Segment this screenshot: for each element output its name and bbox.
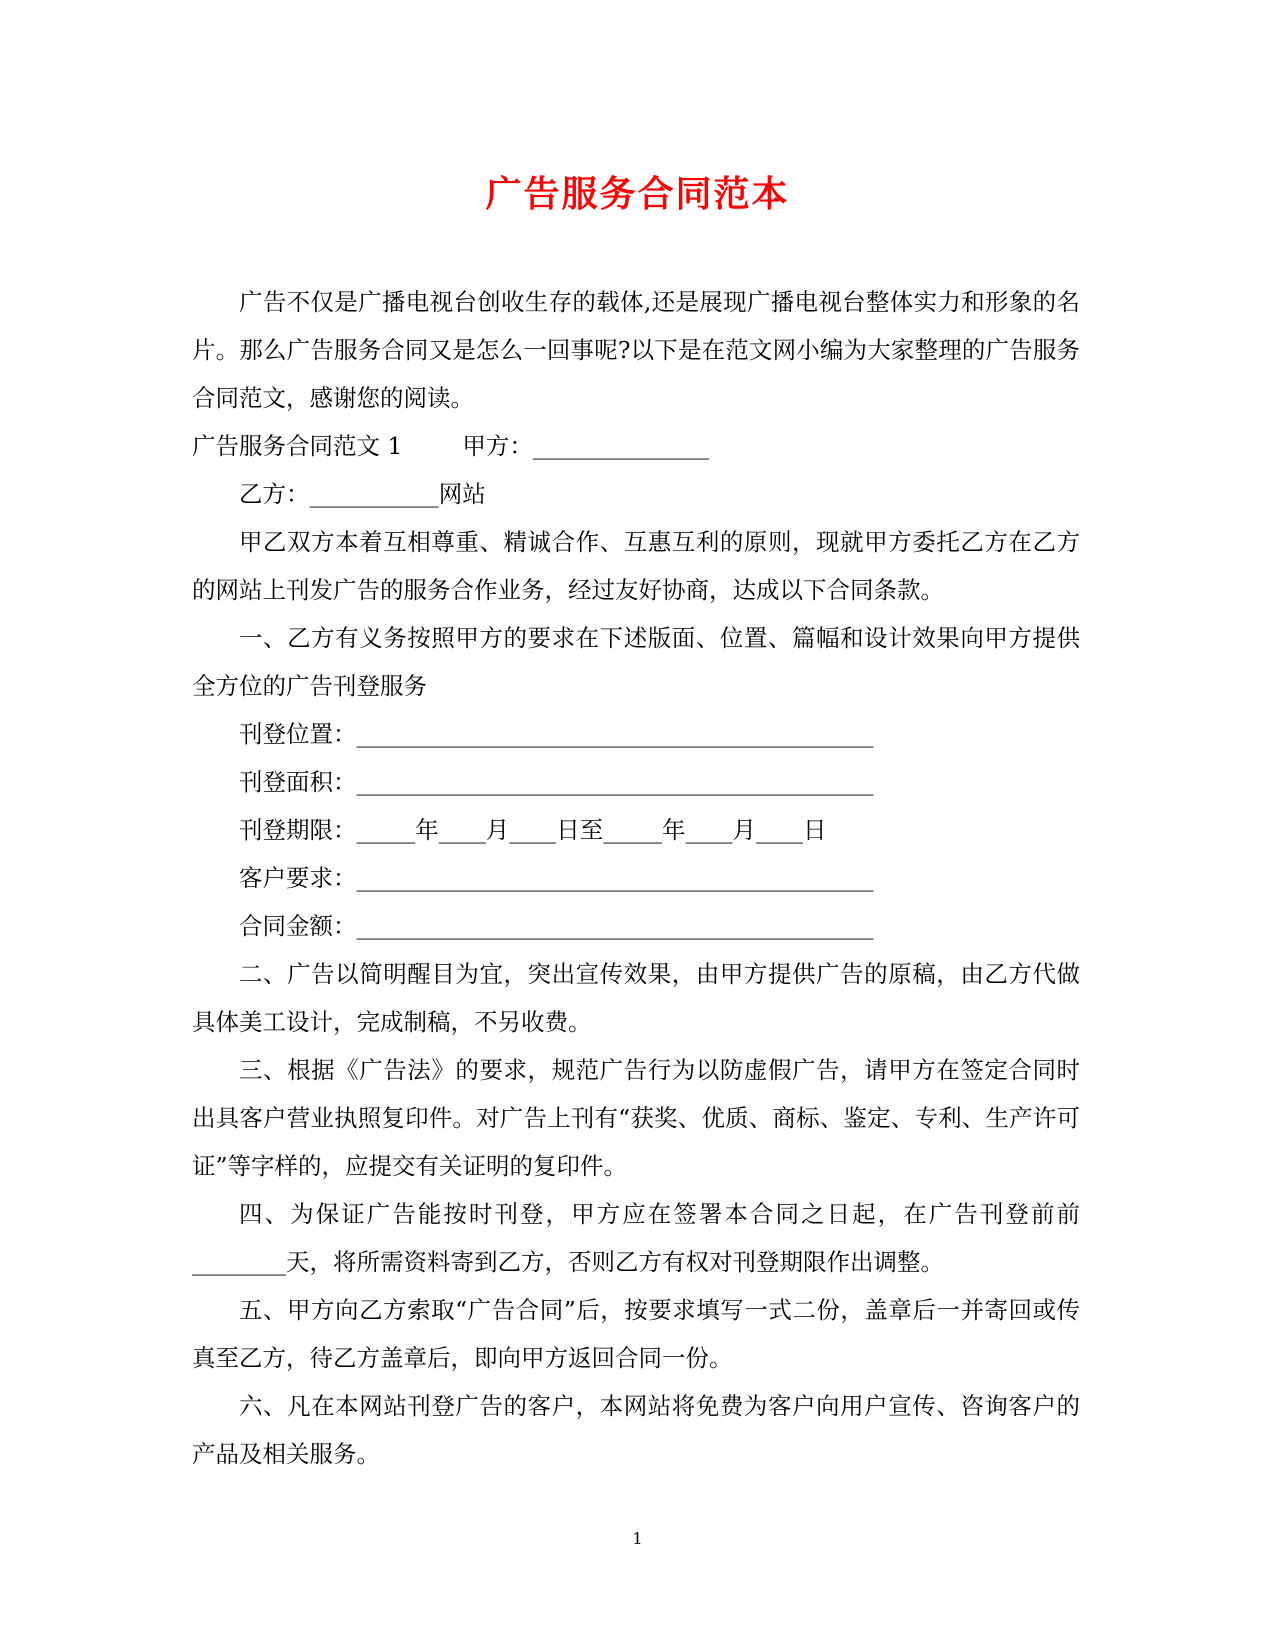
principle-paragraph: 甲乙双方本着互相尊重、精诚合作、互惠互利的原则，现就甲方委托乙方在乙方的网站上刊发广告的服务合作业务，经过友好协商，达成以下合同条款。 <box>192 528 1080 604</box>
clause-4: 四、为保证广告能按时刊登，甲方应在签署本合同之日起，在广告刊登前前________天，将所需资料寄到乙方，否则乙方有权对刊登期限作出调整。 <box>192 1200 1080 1276</box>
field-requirement: 客户要求：____________________________________________ <box>239 864 874 892</box>
clause-3: 三、根据《广告法》的要求，规范广告行为以防虚假广告，请甲方在签定合同时出具客户营业执照复印件。对广告上刊有“获奖、优质、商标、鉴定、专利、生产许可证”等字样的，应提交有关证明的复印件。 <box>192 1056 1080 1180</box>
intro-paragraph: 广告不仅是广播电视台创收生存的载体,还是展现广播电视台整体实力和形象的名片。那么广告服务合同又是怎么一回事呢?以下是在范文网小编为大家整理的广告服务合同范文，感谢您的阅读。 <box>192 288 1080 412</box>
page-number: 1 <box>632 1529 643 1548</box>
clause-1: 一、乙方有义务按照甲方的要求在下述版面、位置、篇幅和设计效果向甲方提供全方位的广告刊登服务 <box>192 624 1080 700</box>
field-amount: 合同金额：____________________________________________ <box>239 912 874 940</box>
sample-heading-line <box>192 422 1080 470</box>
clause-5: 五、甲方向乙方索取“广告合同”后，按要求填写一式二份，盖章后一并寄回或传真至乙方，待乙方盖章后，即向甲方返回合同一份。 <box>192 1296 1080 1372</box>
document-body <box>192 278 1080 1478</box>
party-a-line: 甲方：_______________ <box>462 432 710 460</box>
party-b-line: 乙方：___________网站 <box>239 480 486 508</box>
clause-6: 六、凡在本网站刊登广告的客户，本网站将免费为客户向用户宣传、咨询客户的产品及相关服务。 <box>192 1392 1080 1468</box>
field-period: 刊登期限：_____年____月____日至_____年____月____日 <box>239 816 827 844</box>
sample-heading: 广告服务合同范文 1 <box>192 432 403 460</box>
clause-2: 二、广告以简明醒目为宜，突出宣传效果，由甲方提供广告的原稿，由乙方代做具体美工设计，完成制稿，不另收费。 <box>192 960 1080 1036</box>
field-position: 刊登位置：____________________________________________ <box>239 720 874 748</box>
field-area: 刊登面积：____________________________________________ <box>239 768 874 796</box>
document-title: 广告服务合同范本 <box>485 173 790 215</box>
